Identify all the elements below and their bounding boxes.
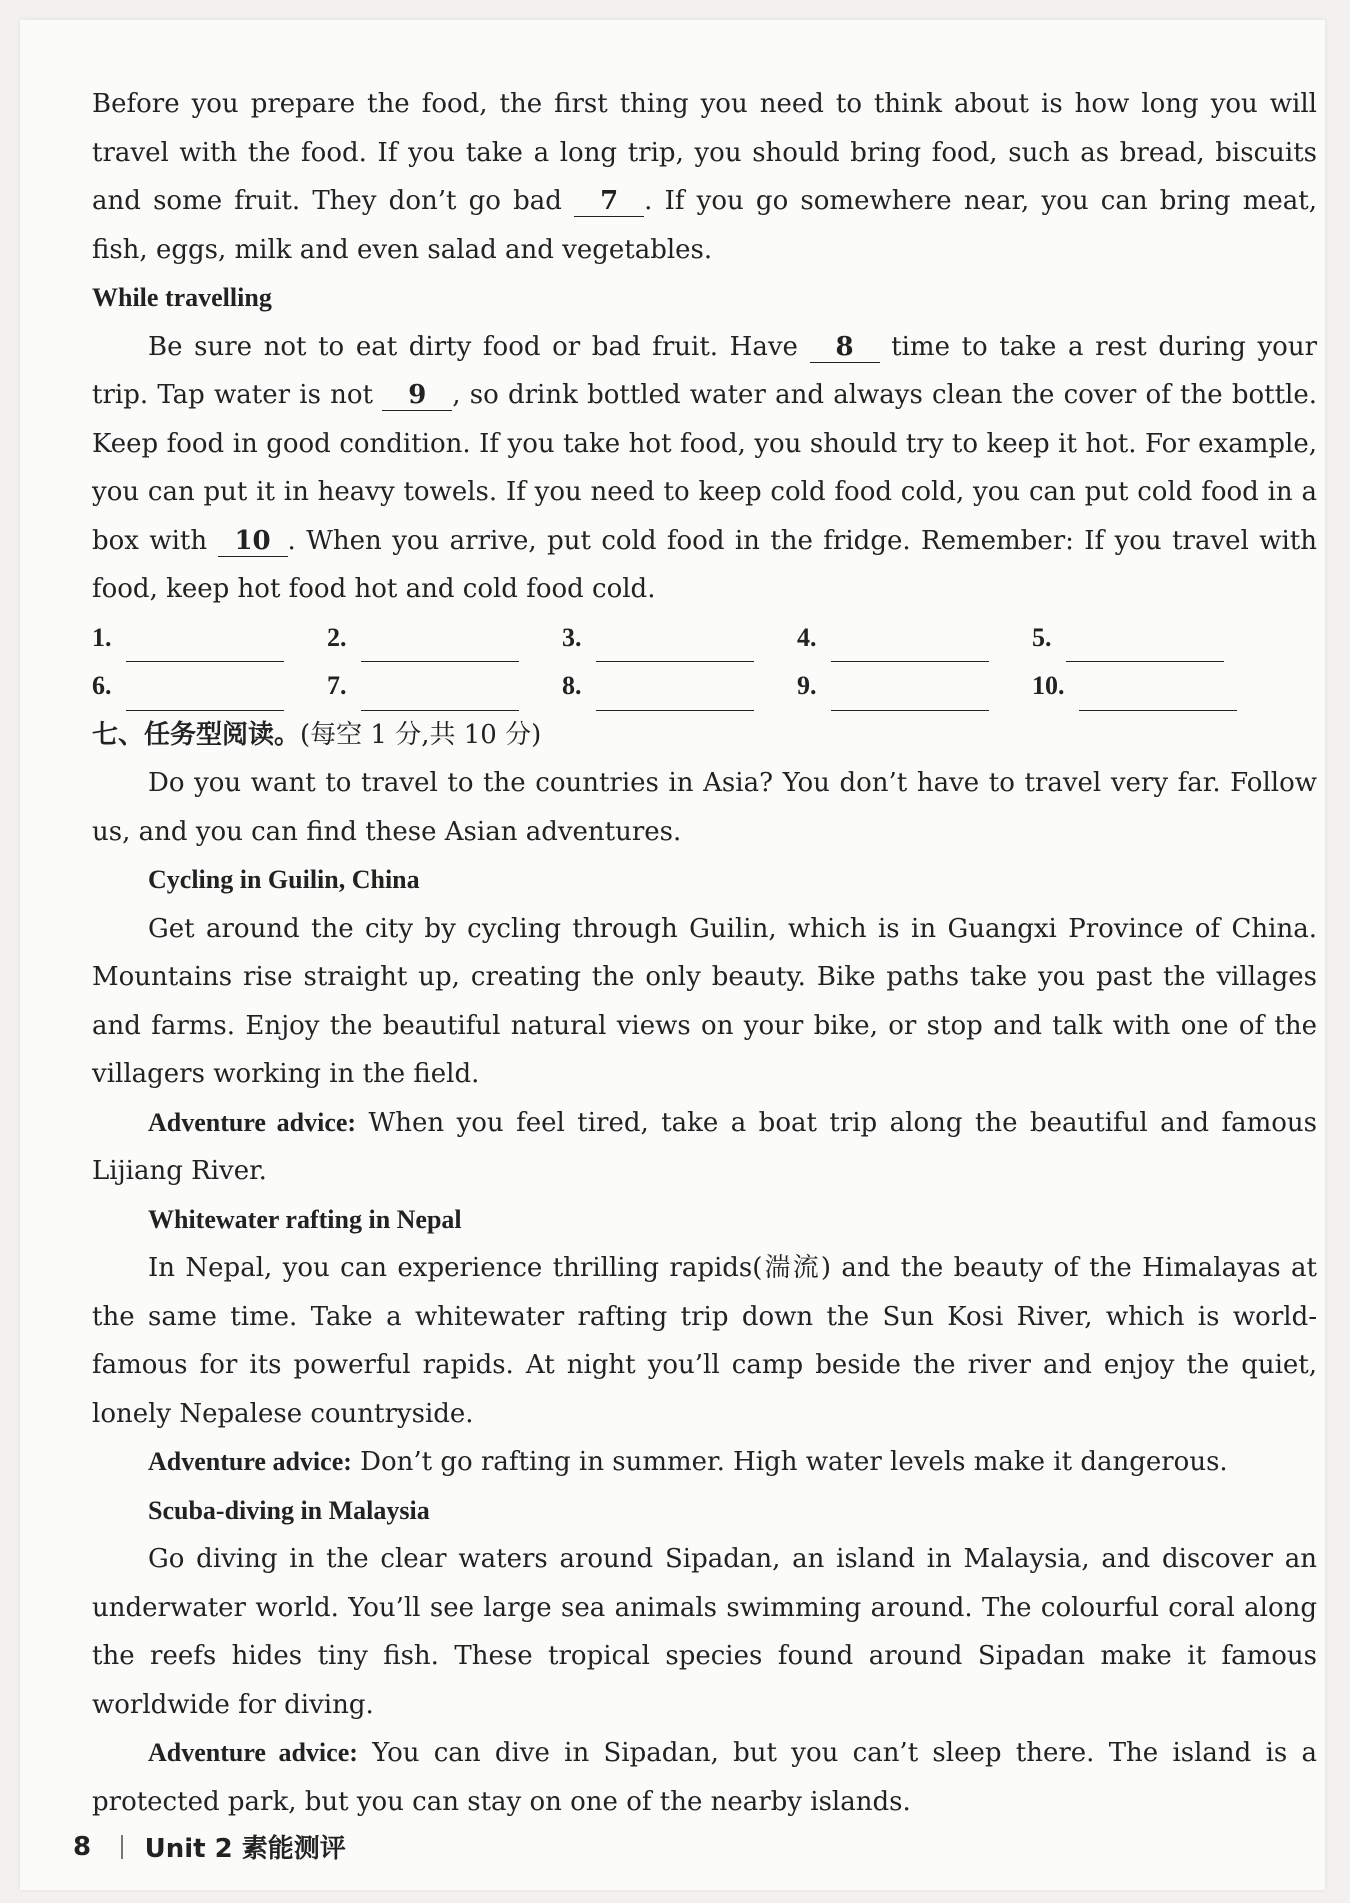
answer-lines bbox=[92, 614, 1292, 711]
answer-number: 2. bbox=[327, 622, 347, 652]
advice-text: You can dive in Sipadan, but you can’t sleep there. The island is a protected park, but you can stay on one of the nearby islands. bbox=[92, 1738, 1318, 1817]
answer-item bbox=[92, 662, 327, 711]
answer-item bbox=[562, 662, 797, 711]
answer-blank[interactable] bbox=[831, 684, 989, 711]
footer-divider bbox=[121, 1835, 123, 1859]
page-number: 8 bbox=[73, 1831, 92, 1862]
answer-item bbox=[1032, 614, 1267, 663]
heading-while-travelling: While travelling bbox=[92, 283, 272, 312]
answer-item bbox=[92, 614, 327, 663]
answer-blank[interactable] bbox=[126, 635, 284, 662]
advice-nepal bbox=[92, 1438, 1317, 1487]
advice-guilin bbox=[92, 1099, 1317, 1196]
answer-blank[interactable] bbox=[1079, 684, 1237, 711]
answer-blank[interactable] bbox=[126, 684, 284, 711]
paragraph-guilin: Get around the city by cycling through Guilin, which is in Guangxi Province of China. Mountains rise straight up, creating the only beauty. Bike paths take you past the villages and farms. Enjoy the beautiful natural views on your bike, or stop and talk with one of the villagers working in the field. bbox=[92, 913, 1317, 1089]
answer-number: 8. bbox=[562, 671, 582, 700]
advice-text: When you feel tired, take a boat trip along the beautiful and famous Lijiang River. bbox=[92, 1107, 1318, 1186]
answer-blank[interactable] bbox=[831, 635, 989, 662]
answer-item bbox=[327, 614, 562, 663]
advice-label: Adventure advice: bbox=[148, 1447, 352, 1476]
answer-number: 5. bbox=[1032, 622, 1052, 652]
paragraph-while-travelling bbox=[92, 323, 1317, 614]
advice-malaysia bbox=[92, 1729, 1317, 1826]
blank-7: 7 bbox=[574, 186, 644, 217]
blank-8: 8 bbox=[810, 332, 880, 363]
heading-nepal: Whitewater rafting in Nepal bbox=[148, 1204, 462, 1234]
answer-number: 7. bbox=[327, 671, 347, 700]
paragraph-intro: Do you want to travel to the countries in Asia? You don’t have to travel very far. Follow us, and you can find these Asian adventures. bbox=[92, 768, 1317, 847]
answer-number: 9. bbox=[797, 671, 817, 700]
answer-number: 6. bbox=[92, 671, 112, 700]
heading-guilin: Cycling in Guilin, China bbox=[148, 865, 420, 894]
advice-label: Adventure advice: bbox=[148, 1738, 358, 1767]
footer-unit-label: Unit 2 素能测评 bbox=[144, 1834, 346, 1864]
answer-blank[interactable] bbox=[1066, 635, 1224, 662]
paragraph-text: . When you arrive, put cold food in the fridge. Remember: If you travel with food, keep hot food hot and cold food cold. bbox=[92, 525, 1317, 604]
paragraph-text: time to take a rest during your trip. Tap water is not bbox=[92, 331, 1318, 410]
paragraph-text: , so drink bottled water and always clean the cover of the bottle. Keep food in good condition. If you take hot food, you should try to keep it hot. For example, you can put it in heavy towels. If you need to keep cold food cold, you can put cold food in a box with bbox=[92, 380, 1318, 556]
paragraph-text: . If you go somewhere near, you can bring meat, fish, eggs, milk and even salad and vegetables. bbox=[92, 186, 1318, 265]
answer-item bbox=[797, 662, 1032, 711]
advice-text: Don’t go rafting in summer. High water levels make it dangerous. bbox=[351, 1447, 1228, 1477]
paragraph-text: Before you prepare the food, the first thing you need to think about is how long you will travel with the food. If you take a long trip, you should bring food, such as bread, biscuits and some fruit. They don’t go bad bbox=[92, 89, 1317, 216]
answer-item bbox=[562, 614, 797, 663]
paragraph-malaysia: Go diving in the clear waters around Sipadan, an island in Malaysia, and discover an underwater world. You’ll see large sea animals swimming around. The colourful coral along the reefs hides tiny fish. These tropical species found around Sipadan make it famous worldwide for diving. bbox=[92, 1544, 1317, 1720]
paragraph-before-travel bbox=[92, 80, 1317, 274]
section-seven-title bbox=[92, 711, 1317, 760]
answer-blank[interactable] bbox=[361, 635, 519, 662]
section-score-note: (每空 1 分,共 10 分) bbox=[300, 719, 542, 750]
blank-10: 10 bbox=[218, 526, 288, 557]
page-content bbox=[92, 80, 1317, 1826]
answer-item bbox=[1032, 662, 1267, 711]
answer-blank[interactable] bbox=[361, 684, 519, 711]
paragraph-text: Be sure not to eat dirty food or bad fruit. Have bbox=[148, 331, 798, 362]
page-footer bbox=[73, 1828, 346, 1865]
advice-label: Adventure advice: bbox=[148, 1107, 357, 1137]
section-title: 七、任务型阅读。 bbox=[92, 719, 301, 750]
paragraph-nepal: In Nepal, you can experience thrilling rapids(湍流) and the beauty of the Himalayas at the same time. Take a whitewater rafting trip down the Sun Kosi River, which is world-famous for its powerful rapids. At night you’ll camp beside the river and enjoy the quiet, lonely Nepalese countryside. bbox=[92, 1253, 1317, 1429]
heading-malaysia: Scuba-diving in Malaysia bbox=[148, 1495, 430, 1525]
answer-number: 3. bbox=[562, 622, 582, 652]
answer-blank[interactable] bbox=[596, 635, 754, 662]
answer-blank[interactable] bbox=[596, 684, 754, 711]
blank-9: 9 bbox=[382, 380, 452, 411]
answer-item bbox=[327, 662, 562, 711]
answer-number: 4. bbox=[797, 622, 817, 652]
document-page bbox=[20, 20, 1325, 1890]
answer-number: 1. bbox=[92, 622, 112, 652]
answer-number: 10. bbox=[1032, 671, 1065, 700]
answer-item bbox=[797, 614, 1032, 663]
